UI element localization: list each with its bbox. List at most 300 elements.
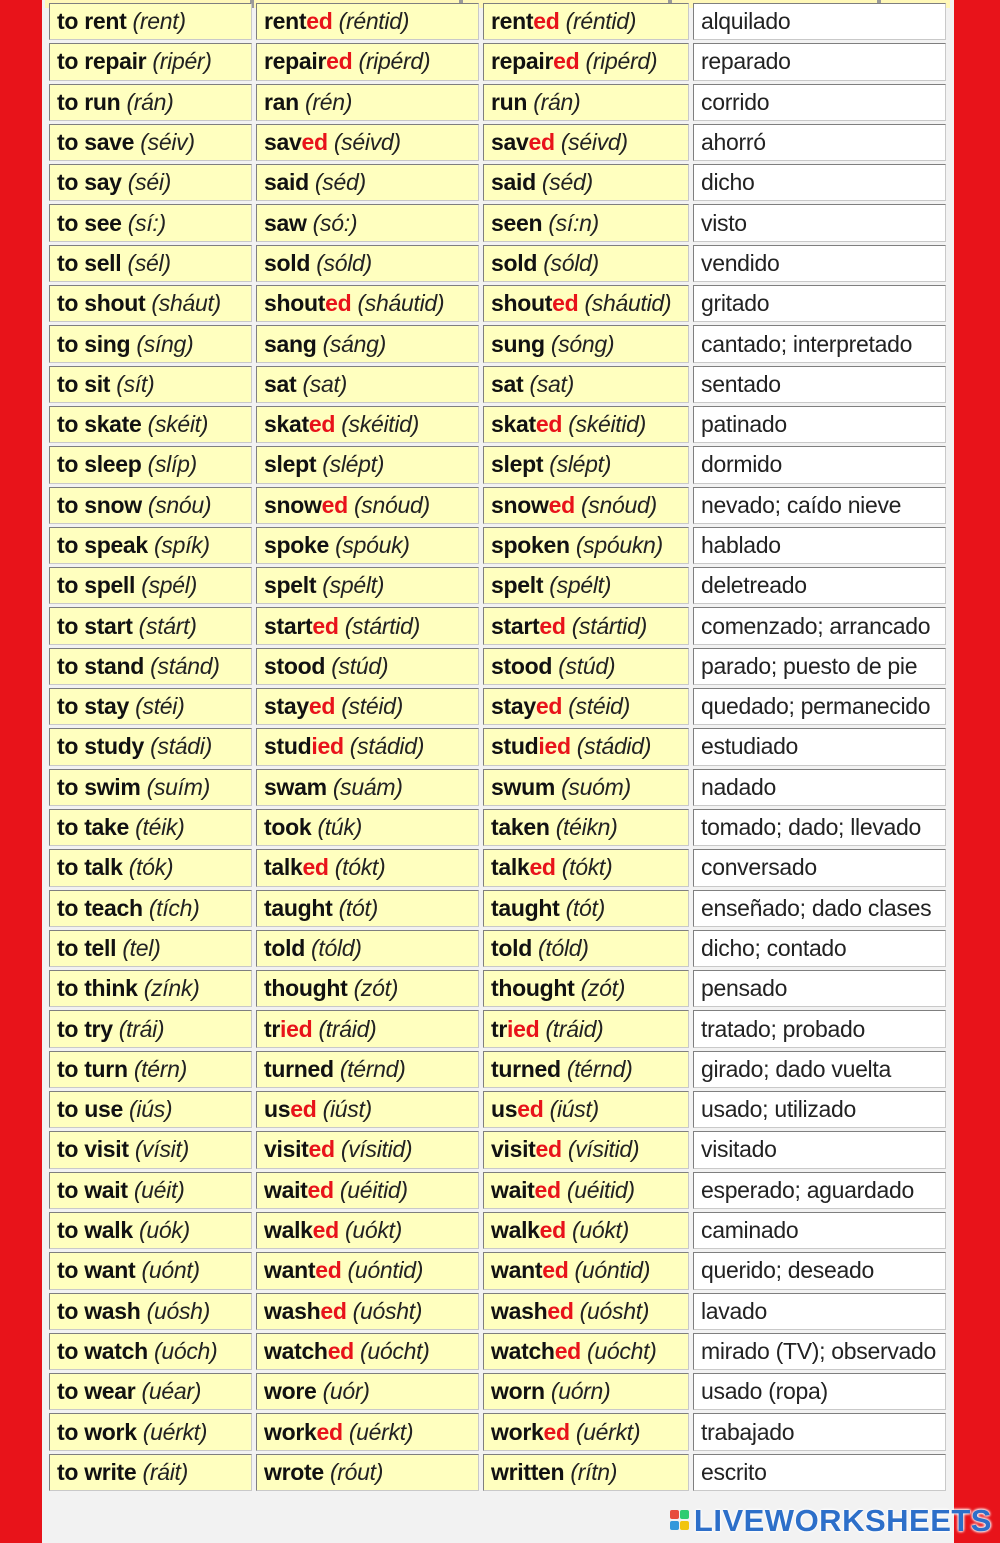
participle-stem: walk (491, 1217, 540, 1244)
past-stem: stay (264, 693, 309, 720)
infinitive-pronunciation: (rent) (132, 8, 186, 35)
translation-text: cantado; interpretado (701, 330, 913, 357)
past-pronunciation: (rén) (305, 88, 353, 115)
infinitive-pronunciation: (skéit) (147, 411, 209, 438)
participle-stem: sung (491, 330, 545, 357)
infinitive-pronunciation: (rán) (126, 88, 174, 115)
participle-stem: sav (491, 129, 529, 156)
infinitive-word: to stand (57, 652, 145, 679)
translation-cell (693, 688, 946, 725)
past-ending: ed (301, 129, 328, 156)
past-ending: ed (290, 1096, 317, 1123)
infinitive-word: to swim (57, 773, 141, 800)
past-pronunciation: (tókt) (334, 854, 386, 881)
infinitive-pronunciation: (stéi) (135, 693, 185, 720)
participle-stem: watch (491, 1337, 555, 1364)
infinitive-pronunciation: (sél) (127, 249, 171, 276)
past-stem: saw (264, 209, 307, 236)
translation-cell (693, 1010, 946, 1047)
past-pronunciation: (séivd) (333, 129, 401, 156)
participle-stem: want (491, 1257, 543, 1284)
past-participle-cell (483, 1051, 689, 1088)
past-simple-cell (256, 527, 479, 564)
infinitive-pronunciation: (séiv) (140, 129, 195, 156)
table-row (49, 728, 946, 765)
past-stem: turned (264, 1055, 334, 1082)
past-participle-cell (483, 1131, 689, 1168)
participle-pronunciation: (uócht) (587, 1337, 657, 1364)
infinitive-cell (49, 769, 252, 806)
past-ending: ied (280, 1015, 313, 1042)
participle-pronunciation: (stártid) (571, 612, 647, 639)
table-row (49, 3, 946, 40)
table-row (49, 204, 946, 241)
infinitive-pronunciation: (uónt) (141, 1257, 200, 1284)
past-simple-cell (256, 124, 479, 161)
past-pronunciation: (zót) (353, 975, 399, 1002)
infinitive-word: to walk (57, 1217, 133, 1244)
infinitive-word: to wash (57, 1297, 141, 1324)
participle-stem: slept (491, 451, 544, 478)
past-simple-cell (256, 245, 479, 282)
translation-cell (693, 3, 946, 40)
infinitive-word: to think (57, 975, 138, 1002)
participle-pronunciation: (uórn) (550, 1378, 611, 1405)
infinitive-word: to run (57, 88, 121, 115)
translation-cell (693, 366, 946, 403)
past-pronunciation: (stártid) (344, 612, 420, 639)
past-stem: snow (264, 491, 322, 518)
translation-text: quedado; permanecido (701, 693, 931, 720)
infinitive-pronunciation: (vísit) (134, 1136, 189, 1163)
infinitive-pronunciation: (uérkt) (142, 1418, 208, 1445)
infinitive-cell (49, 204, 252, 241)
past-participle-cell (483, 204, 689, 241)
past-pronunciation: (réntid) (338, 8, 410, 35)
past-stem: want (264, 1257, 316, 1284)
translation-text: dicho (701, 169, 755, 196)
past-stem: us (264, 1096, 291, 1123)
past-participle-cell (483, 769, 689, 806)
past-pronunciation: (spélt) (322, 572, 385, 599)
translation-cell (693, 567, 946, 604)
past-stem: walk (264, 1217, 313, 1244)
past-stem: wore (264, 1378, 317, 1405)
table-row (49, 769, 946, 806)
translation-cell (693, 527, 946, 564)
translation-text: deletreado (701, 572, 807, 599)
table-row (49, 1172, 946, 1209)
participle-ending: ed (553, 48, 580, 75)
past-simple-cell (256, 1252, 479, 1289)
past-pronunciation: (spóuk) (335, 532, 410, 558)
infinitive-cell (49, 446, 252, 483)
past-simple-cell (256, 1172, 479, 1209)
participle-stem: wash (491, 1297, 548, 1324)
past-simple-cell (256, 1373, 479, 1410)
past-simple-cell (256, 446, 479, 483)
infinitive-word: to teach (57, 894, 143, 921)
infinitive-word: to shout (57, 290, 146, 317)
participle-stem: skat (491, 411, 536, 438)
past-ending: ed (315, 1257, 342, 1284)
past-participle-cell (483, 285, 689, 322)
past-participle-cell (483, 487, 689, 524)
infinitive-pronunciation: (uéar) (141, 1378, 202, 1405)
translation-cell (693, 1051, 946, 1088)
past-simple-cell (256, 1333, 479, 1370)
translation-cell (693, 1091, 946, 1128)
translation-text: caminado (701, 1217, 799, 1244)
participle-pronunciation: (ripérd) (585, 48, 658, 75)
infinitive-pronunciation: (zínk) (143, 975, 200, 1002)
translation-cell (693, 84, 946, 121)
participle-stem: turned (491, 1055, 561, 1082)
participle-pronunciation: (rítn) (570, 1458, 618, 1485)
translation-text: lavado (701, 1297, 767, 1324)
participle-ending: ed (534, 1176, 561, 1203)
translation-cell (693, 1333, 946, 1370)
past-participle-cell (483, 406, 689, 443)
participle-ending: ed (535, 693, 563, 720)
past-ending: ed (308, 411, 336, 438)
past-simple-cell (256, 43, 479, 80)
participle-stem: taken (491, 814, 550, 841)
past-pronunciation: (stádid) (349, 733, 425, 760)
translation-text: dormido (701, 451, 782, 478)
past-simple-cell (256, 325, 479, 362)
infinitive-cell (49, 164, 252, 201)
past-ending: ied (311, 733, 344, 760)
translation-cell (693, 1373, 946, 1410)
past-pronunciation: (tót) (338, 894, 378, 921)
table-row (49, 366, 946, 403)
participle-pronunciation: (tóld) (538, 934, 589, 961)
past-participle-cell (483, 890, 689, 927)
table-row (49, 809, 946, 846)
past-participle-cell (483, 1333, 689, 1370)
past-stem: visit (264, 1136, 309, 1163)
table-row (49, 325, 946, 362)
infinitive-cell (49, 809, 252, 846)
past-participle-cell (483, 43, 689, 80)
past-ending: ed (316, 1418, 343, 1445)
translation-cell (693, 487, 946, 524)
infinitive-cell (49, 84, 252, 121)
participle-ending: ed (535, 411, 563, 438)
past-participle-cell (483, 1091, 689, 1128)
past-ending: ed (308, 1136, 335, 1163)
past-participle-cell (483, 607, 689, 644)
table-row (49, 406, 946, 443)
translation-cell (693, 769, 946, 806)
infinitive-word: to wear (57, 1378, 136, 1405)
past-pronunciation: (só:) (312, 209, 358, 236)
translation-text: sentado (701, 370, 781, 397)
participle-pronunciation: (skéitid) (568, 411, 646, 438)
infinitive-word: to sing (57, 330, 131, 357)
participle-ending: ed (529, 854, 556, 881)
past-pronunciation: (suám) (332, 773, 403, 800)
participle-pronunciation: (uérkt) (575, 1418, 641, 1445)
participle-stem: wait (491, 1176, 535, 1203)
participle-pronunciation: (téikn) (555, 814, 618, 841)
past-participle-cell (483, 1373, 689, 1410)
table-row (49, 688, 946, 725)
infinitive-word: to study (57, 733, 145, 760)
infinitive-cell (49, 1010, 252, 1047)
participle-ending: ed (543, 1418, 570, 1445)
participle-pronunciation: (vísitid) (567, 1136, 640, 1163)
table-row (49, 487, 946, 524)
translation-cell (693, 446, 946, 483)
infinitive-pronunciation: (spík) (154, 532, 210, 558)
translation-text: enseñado; dado clases (701, 894, 932, 921)
infinitive-word: to use (57, 1096, 123, 1123)
participle-pronunciation: (sí:n) (548, 209, 599, 236)
translation-cell (693, 890, 946, 927)
translation-text: girado; dado vuelta (701, 1055, 891, 1082)
past-pronunciation: (sat) (302, 370, 347, 397)
participle-stem: talk (491, 854, 530, 881)
table-row (49, 1252, 946, 1289)
translation-text: dicho; contado (701, 934, 847, 961)
participle-stem: told (491, 934, 532, 961)
translation-text: usado (ropa) (701, 1378, 828, 1405)
participle-pronunciation: (suóm) (561, 773, 631, 800)
translation-cell (693, 43, 946, 80)
infinitive-word: to take (57, 814, 130, 841)
infinitive-pronunciation: (snóu) (147, 491, 212, 518)
translation-cell (693, 325, 946, 362)
infinitive-cell (49, 285, 252, 322)
translation-text: tomado; dado; llevado (701, 814, 922, 841)
participle-pronunciation: (tókt) (561, 854, 613, 881)
past-pronunciation: (tráid) (318, 1015, 377, 1042)
participle-ending: ed (528, 129, 555, 156)
translation-cell (693, 1293, 946, 1330)
participle-pronunciation: (uókt) (572, 1217, 630, 1244)
past-stem: repair (264, 48, 327, 75)
infinitive-pronunciation: (tók) (128, 854, 174, 881)
past-simple-cell (256, 164, 479, 201)
past-simple-cell (256, 567, 479, 604)
table-row (49, 890, 946, 927)
infinitive-word: to sell (57, 249, 122, 276)
past-ending: ed (308, 693, 336, 720)
participle-stem: visit (491, 1136, 536, 1163)
translation-text: mirado (TV); observado (701, 1337, 936, 1364)
infinitive-cell (49, 728, 252, 765)
infinitive-cell (49, 688, 252, 725)
table-row (49, 164, 946, 201)
past-stem: stood (264, 652, 326, 679)
infinitive-word: to work (57, 1418, 137, 1445)
participle-stem: worn (491, 1378, 545, 1405)
participle-pronunciation: (uéitid) (566, 1176, 635, 1203)
past-participle-cell (483, 849, 689, 886)
infinitive-word: to spell (57, 572, 136, 599)
participle-pronunciation: (sóld) (543, 249, 599, 276)
participle-pronunciation: (réntid) (565, 8, 637, 35)
infinitive-pronunciation: (térn) (133, 1055, 187, 1082)
infinitive-word: to try (57, 1015, 113, 1042)
past-participle-cell (483, 1172, 689, 1209)
translation-text: nevado; caído nieve (701, 491, 902, 518)
infinitive-cell (49, 849, 252, 886)
translation-text: tratado; probado (701, 1015, 865, 1042)
participle-stem: repair (491, 48, 554, 75)
participle-pronunciation: (rán) (533, 88, 581, 115)
past-simple-cell (256, 487, 479, 524)
participle-stem: start (491, 612, 540, 639)
translation-text: reparado (701, 48, 791, 75)
past-stem: shout (264, 290, 326, 317)
table-row (49, 43, 946, 80)
past-participle-cell (483, 325, 689, 362)
past-participle-cell (483, 688, 689, 725)
past-pronunciation: (skéitid) (341, 411, 419, 438)
past-simple-cell (256, 1131, 479, 1168)
translation-cell (693, 1131, 946, 1168)
infinitive-cell (49, 366, 252, 403)
translation-text: visto (701, 209, 747, 236)
infinitive-cell (49, 1333, 252, 1370)
past-pronunciation: (uóntid) (347, 1257, 424, 1284)
participle-stem: written (491, 1458, 565, 1485)
past-pronunciation: (sháutid) (357, 290, 445, 317)
participle-pronunciation: (iúst) (549, 1096, 599, 1123)
table-row (49, 285, 946, 322)
past-ending: ed (321, 491, 348, 518)
participle-stem: snow (491, 491, 549, 518)
past-stem: said (264, 169, 309, 196)
past-simple-cell (256, 648, 479, 685)
table-row (49, 527, 946, 564)
translation-cell (693, 849, 946, 886)
past-pronunciation: (tóld) (311, 934, 362, 961)
translation-cell (693, 809, 946, 846)
table-row (49, 1091, 946, 1128)
infinitive-cell (49, 487, 252, 524)
infinitive-pronunciation: (stárt) (138, 612, 197, 639)
infinitive-pronunciation: (slíp) (147, 451, 197, 478)
past-pronunciation: (uéitid) (339, 1176, 408, 1203)
participle-pronunciation: (zót) (580, 975, 626, 1002)
past-stem: sav (264, 129, 302, 156)
past-stem: sold (264, 249, 311, 276)
infinitive-cell (49, 1172, 252, 1209)
participle-stem: sold (491, 249, 538, 276)
past-simple-cell (256, 366, 479, 403)
past-simple-cell (256, 1454, 479, 1491)
translation-cell (693, 970, 946, 1007)
past-ending: ed (302, 854, 329, 881)
translation-cell (693, 164, 946, 201)
past-pronunciation: (uókt) (345, 1217, 403, 1244)
liveworksheets-watermark (670, 1503, 992, 1539)
past-ending: ed (307, 1176, 334, 1203)
participle-pronunciation: (slépt) (549, 451, 612, 478)
past-pronunciation: (iúst) (322, 1096, 372, 1123)
participle-ending: ed (552, 290, 579, 317)
past-participle-cell (483, 1252, 689, 1289)
past-stem: sat (264, 370, 297, 397)
translation-text: nadado (701, 773, 776, 800)
past-simple-cell (256, 1413, 479, 1450)
table-row (49, 1010, 946, 1047)
infinitive-cell (49, 527, 252, 564)
past-participle-cell (483, 1212, 689, 1249)
past-participle-cell (483, 84, 689, 121)
past-stem: took (264, 814, 312, 841)
infinitive-pronunciation: (tích) (148, 894, 200, 921)
participle-ending: ed (535, 1136, 562, 1163)
infinitive-pronunciation: (uók) (138, 1217, 190, 1244)
infinitive-cell (49, 43, 252, 80)
past-pronunciation: (sóld) (316, 249, 372, 276)
participle-pronunciation: (spélt) (549, 572, 612, 599)
past-participle-cell (483, 164, 689, 201)
infinitive-cell (49, 406, 252, 443)
table-row (49, 648, 946, 685)
infinitive-cell (49, 607, 252, 644)
participle-stem: tr (491, 1015, 508, 1042)
infinitive-cell (49, 3, 252, 40)
table-row (49, 930, 946, 967)
past-pronunciation: (uór) (322, 1378, 370, 1405)
infinitive-cell (49, 1293, 252, 1330)
translation-text: visitado (701, 1136, 777, 1163)
participle-ending: ed (547, 1297, 574, 1324)
past-stem: stud (264, 733, 312, 760)
translation-text: conversado (701, 854, 817, 881)
participle-stem: said (491, 169, 536, 196)
participle-stem: run (491, 88, 528, 115)
past-pronunciation: (túk) (317, 814, 362, 841)
translation-text: alquilado (701, 8, 791, 35)
past-simple-cell (256, 1051, 479, 1088)
participle-ending: ed (517, 1096, 544, 1123)
infinitive-pronunciation: (uéit) (133, 1176, 185, 1203)
past-pronunciation: (uócht) (360, 1337, 430, 1364)
infinitive-pronunciation: (téik) (135, 814, 185, 841)
past-participle-cell (483, 245, 689, 282)
past-participle-cell (483, 809, 689, 846)
infinitive-pronunciation: (uósh) (146, 1297, 211, 1324)
past-participle-cell (483, 1010, 689, 1047)
past-simple-cell (256, 1091, 479, 1128)
infinitive-pronunciation: (stánd) (150, 652, 220, 679)
past-participle-cell (483, 930, 689, 967)
past-pronunciation: (térnd) (339, 1055, 406, 1082)
translation-text: estudiado (701, 733, 799, 760)
infinitive-word: to write (57, 1458, 137, 1485)
past-ending: ed (306, 8, 333, 35)
translation-cell (693, 1413, 946, 1450)
past-simple-cell (256, 809, 479, 846)
translation-text: comenzado; arrancado (701, 612, 931, 639)
table-row (49, 1454, 946, 1491)
verbs-table-body (49, 3, 946, 1491)
past-stem: thought (264, 975, 348, 1002)
infinitive-pronunciation: (sí:) (127, 209, 166, 236)
participle-stem: stay (491, 693, 536, 720)
infinitive-pronunciation: (suím) (146, 773, 210, 800)
participle-stem: thought (491, 975, 575, 1002)
table-row (49, 124, 946, 161)
participle-stem: work (491, 1418, 544, 1445)
